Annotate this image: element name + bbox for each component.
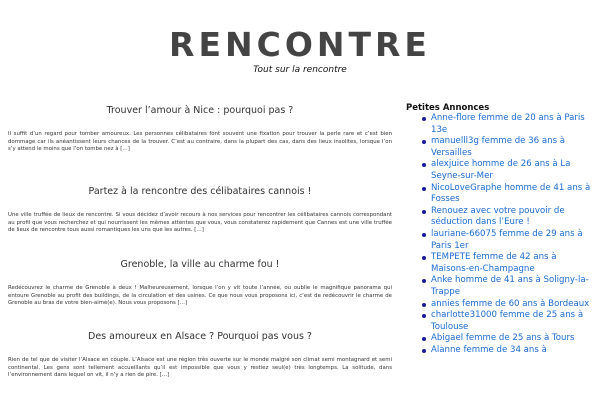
bullet-icon [422,303,426,307]
ad-link[interactable]: lauriane-66075 femme de 29 ans à Paris 1er [431,228,583,251]
bullet-icon [422,187,426,191]
ad-item [431,299,591,311]
post-excerpt: Une ville truffée de lieux de rencontre. Si vous décidez d’avoir recours à nos services pour rencontrer les célibataires cannois correspondant au profil que vous recherchez et qui nourrissent les mêmes attentes que vous, vous constaterez rapidement que Cannes est une ville truffée de lieux de rencontre tous aussi romantiques les uns que les autres. […] [8,212,392,234]
bullet-icon [422,256,426,260]
bullet-icon [422,279,426,283]
sidebar [406,102,596,355]
bullet-icon [422,349,426,353]
site-header [0,0,600,90]
ad-link[interactable]: annies femme de 60 ans à Bordeaux [431,298,590,309]
ad-link[interactable]: charlotte31000 femme de 25 ans à Toulouse [431,310,584,332]
bullet-icon [422,163,426,167]
ad-link[interactable]: NicoLoveGraphe homme de 41 ans à Fosses [431,182,591,205]
site-tagline: Tout sur la rencontre [253,65,347,75]
bullet-icon [422,314,426,318]
ad-item [431,333,591,345]
ad-item [431,113,591,136]
post-excerpt: Rien de tel que de visiter l’Alsace en couple. L’Alsace est une région très ouverte sur le monde malgré son climat semi montagnard et semi continental. Les gens sont tellement accueillants qu’il est impossible que vous y restiez seul(e) très longtemps. La solitude, dans l’environnement dans lequel on vit, il n’y a rien de pire. […] [8,357,392,379]
bullet-icon [422,233,426,237]
ad-item [431,310,591,333]
ad-link[interactable]: Anne-flore femme de 20 ans à Paris 13e [431,113,585,135]
ad-item [431,345,591,357]
post-title[interactable]: Grenoble, la ville au charme fou ! [120,259,280,270]
sidebar-title: Petites Annonces [406,103,490,113]
bullet-icon [422,140,426,144]
ad-item [431,229,591,252]
bullet-icon [422,337,426,341]
post-title[interactable]: Des amoureux en Alsace ? Pourquoi pas vous ? [88,331,312,342]
site-title[interactable]: RENCONTRE [169,25,431,64]
post [8,185,392,235]
ad-link[interactable]: Abigael femme de 25 ans à Tours [431,333,575,344]
post-title[interactable]: Partez à la rencontre des célibataires cannois ! [88,186,312,197]
ad-link[interactable]: Anke homme de 41 ans à Soligny-la-Trappe [431,275,589,297]
ad-item [431,206,591,229]
ad-item [431,159,591,182]
ad-link[interactable]: Alanne femme de 34 ans à [431,344,547,355]
ads-list [431,113,591,356]
ad-item [431,136,591,159]
post-excerpt: Redécouvrez le charme de Grenoble à deux ! Malheureusement, lorsque l’on y vit toute l’année, ou oublie le magnifique panorama qui entoure Grenoble au profit des buildings, de la circulation et des usines. Ce que nous vous proposons ici, c’est de redécouvrir le charme de Grenoble au bras de votre bien-aimé(e). Nous vous proposons […] [8,285,392,307]
ad-link[interactable]: manuelll3g femme de 36 ans à Versailles [431,136,566,158]
post [8,258,392,308]
post [8,330,392,380]
post-excerpt: Il suffit d’un regard pour tomber amoureux. Les personnes célibataires font souvent une fixation pour trouver la perle rare et c’est bien dommage car ils anéantissent leurs chances de la trouver. C’est au contraire, dans la plupart des cas, dans des lieux insolites, lorsque l’on s’y attend le moins que l’on tombe nez à […] [8,131,392,153]
ad-item [431,252,591,275]
bullet-icon [422,117,426,121]
ad-item [431,275,591,298]
ad-link[interactable]: alexjuice homme de 26 ans à La Seyne-sur-Mer [431,159,571,181]
ad-link[interactable]: Renouez avec votre pouvoir de séduction dans l’Eure ! [431,205,565,228]
ad-link[interactable]: TEMPETE femme de 42 ans à Maisons-en-Champagne [431,252,557,274]
bullet-icon [422,210,426,214]
post [8,104,392,154]
post-title[interactable]: Trouver l’amour à Nice : pourquoi pas ? [106,105,294,116]
ad-item [431,183,591,206]
